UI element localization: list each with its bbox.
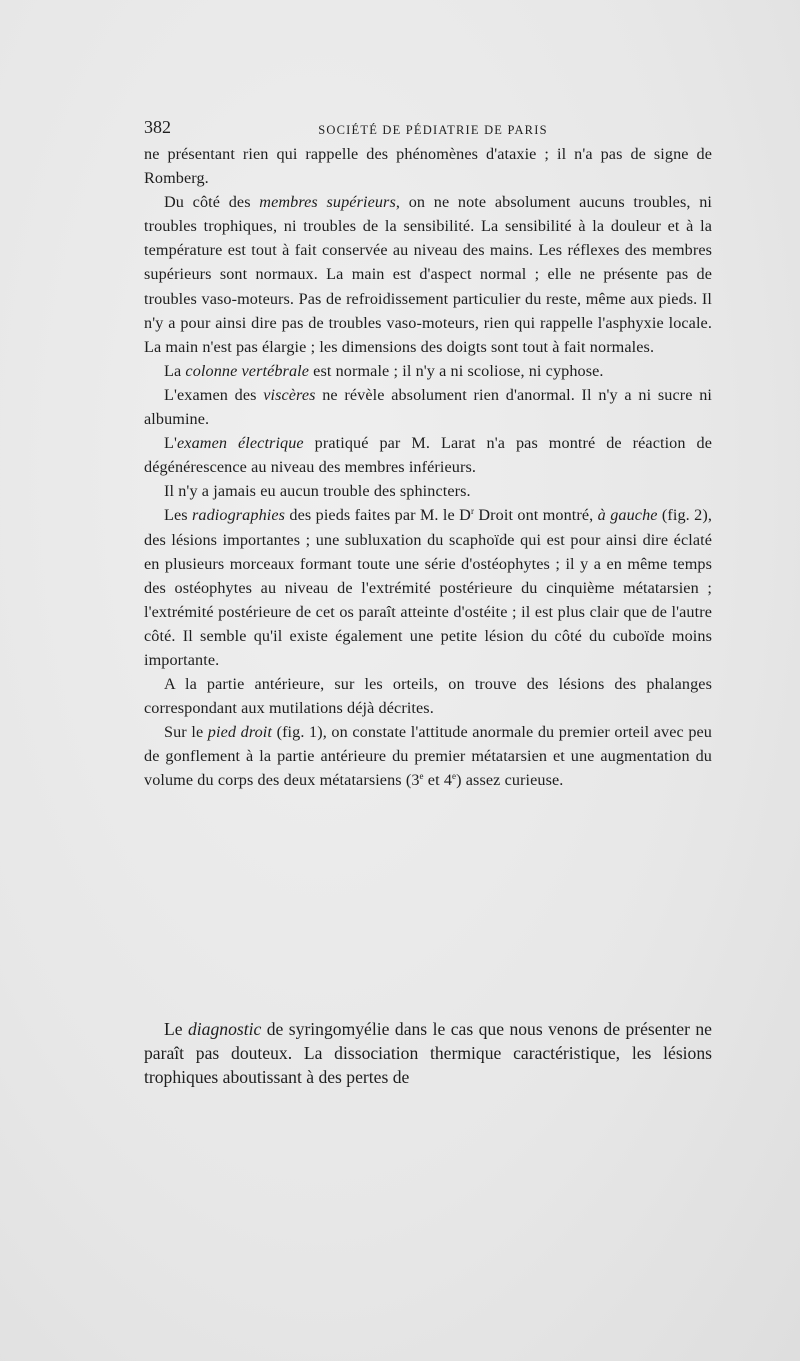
- paragraph-spine: La colonne vertébrale est normale ; il n'y a ni scoliose, ni cyphose.: [164, 361, 604, 380]
- emphasis-membres-superieurs: membres supérieurs: [259, 193, 396, 212]
- emphasis-pied-droit: pied droit: [207, 723, 273, 742]
- emphasis-radiographies: radiographies: [192, 506, 286, 525]
- paragraph-continuation: ne présentant rien qui rappelle des phénomènes d'ataxie ; il n'a pas de signe de Romberg.: [144, 145, 712, 188]
- running-head: SOCIÉTÉ DE PÉDIATRIE DE PARIS: [318, 123, 548, 137]
- emphasis-visceres: viscères: [263, 385, 316, 404]
- page-number: 382: [144, 117, 171, 137]
- emphasis-examen-electrique: examen électrique: [177, 434, 304, 453]
- paragraph-upper-limbs: Du côté des membres supérieurs, on ne note absolument aucuns troubles, ni troubles trophiques, ni troubles de la sensibilité. La sensibilité à la douleur et à la température est tout à fait conservée au niveau des mains. Les réflexes des membres supérieurs sont normaux. La main est d'aspect normal ; elle ne présente pas de troubles vaso-moteurs. Pas de refroidissement particulier du reste, même aux pieds. Il n'y a pour ainsi dire pas de troubles vaso-moteurs, rien qui rappelle l'asphyxie locale. La main n'est pas élargie ; les dimensions des doigts sont tout à fait normales.: [144, 193, 712, 356]
- paragraph-toes: A la partie antérieure, sur les orteils, on trouve des lésions des phalanges correspondant aux mutilations déjà décrites.: [144, 675, 712, 718]
- paragraph-radiographs: Les radiographies des pieds faites par M. le $D^r$ Droit ont montré, à gauche (fig. 2), des lésions importantes ; une subluxation du scaphoïde qui est pour ainsi dire éclaté en plusieurs morceaux formant toute une série d'ostéophytes ; il y a en même temps des ostéophytes au niveau de l'extrémité postérieure du cinquième métatarsien ; l'extrémité postérieure de cet os paraît atteinte d'ostéite ; il est plus clair que de l'autre côté. Il semble qu'il existe également une petite lésion du côté du cuboïde moins importante.: [144, 506, 712, 669]
- paragraph-sphincters: Il n'y a jamais eu aucun trouble des sphincters.: [164, 482, 471, 501]
- paragraph-right-foot: Sur le pied droit (fig. 1), on constate l'attitude anormale du premier orteil avec peu de gonflement à la partie antérieure du premier métatarsien et une augmentation du volume du corps des deux métatarsiens (3e et 4e) assez curieuse.: [144, 723, 712, 790]
- paragraph-diagnosis: Le diagnostic de syringomyélie dans le cas que nous venons de présenter ne paraît pas douteux. La dissociation thermique caractéristique, les lésions trophiques aboutissant à des pertes de: [144, 1019, 712, 1088]
- paragraph-electrical-exam: L'examen électrique pratiqué par M. Larat n'a pas montré de réaction de dégénérescence au niveau des membres inférieurs.: [144, 434, 712, 477]
- emphasis-colonne-vertebrale: colonne vertébrale: [185, 361, 310, 380]
- page-header: [144, 117, 712, 141]
- emphasis-diagnostic: diagnostic: [188, 1019, 262, 1039]
- diagnosis-section: [144, 1017, 712, 1090]
- body-text: [144, 142, 712, 793]
- emphasis-a-gauche: à gauche: [597, 506, 658, 525]
- paragraph-viscera: L'examen des viscères ne révèle absolument rien d'anormal. Il n'y a ni sucre ni albumine.: [144, 385, 712, 429]
